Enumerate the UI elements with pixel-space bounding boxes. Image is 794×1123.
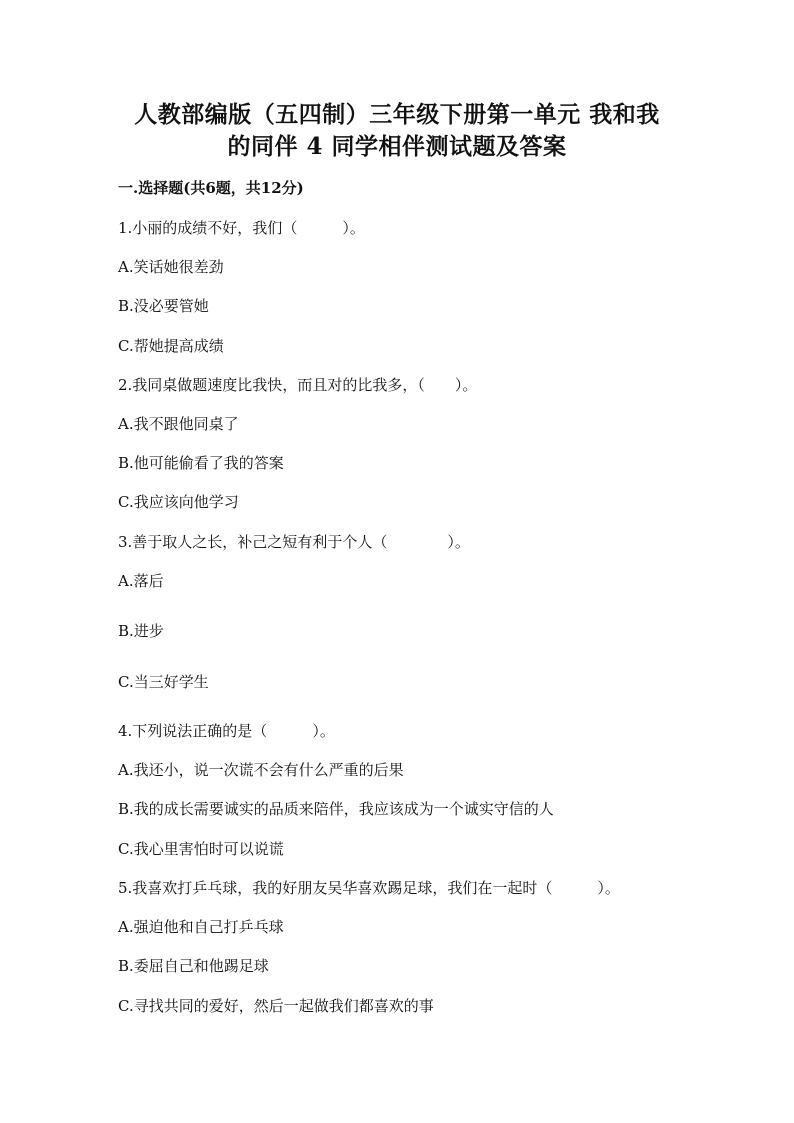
- question-5-option-b: B.委屈自己和他踢足球: [118, 957, 269, 975]
- document-title-line-2: 的同伴 4 同学相伴测试题及答案: [227, 133, 567, 160]
- question-5-option-a: A.强迫他和自己打乒乓球: [118, 918, 284, 936]
- question-1-option-b: B.没必要管她: [118, 297, 209, 315]
- question-5-stem: 5.我喜欢打乒乓球，我的好朋友吴华喜欢踢足球，我们在一起时（ ）。: [118, 879, 620, 897]
- question-5-option-c: C.寻找共同的爱好，然后一起做我们都喜欢的事: [118, 997, 434, 1015]
- question-3-option-a: A.落后: [118, 572, 164, 590]
- question-3-option-c: C.当三好学生: [118, 673, 209, 691]
- question-2-stem: 2.我同桌做题速度比我快，而且对的比我多，（ ）。: [118, 376, 478, 394]
- question-1-option-c: C.帮她提高成绩: [118, 337, 224, 355]
- section-heading: 一.选择题(共6题，共12分): [118, 179, 304, 197]
- question-4-option-c: C.我心里害怕时可以说谎: [118, 840, 284, 858]
- question-4-option-a: A.我还小，说一次谎不会有什么严重的后果: [118, 761, 404, 779]
- question-2-option-c: C.我应该向他学习: [118, 493, 239, 511]
- document-title-line-1: 人教部编版（五四制）三年级下册第一单元 我和我: [134, 101, 660, 128]
- question-2-option-a: A.我不跟他同桌了: [118, 415, 239, 433]
- question-3-stem: 3.善于取人之长，补己之短有利于个人（ ）。: [118, 533, 470, 551]
- question-3-option-b: B.进步: [118, 622, 164, 640]
- question-2-option-b: B.他可能偷看了我的答案: [118, 454, 284, 472]
- question-1-stem: 1.小丽的成绩不好，我们（ ）。: [118, 219, 365, 237]
- question-1-option-a: A.笑话她很差劲: [118, 258, 224, 276]
- question-4-option-b: B.我的成长需要诚实的品质来陪伴，我应该成为一个诚实守信的人: [118, 800, 554, 818]
- question-4-stem: 4.下列说法正确的是（ ）。: [118, 722, 335, 740]
